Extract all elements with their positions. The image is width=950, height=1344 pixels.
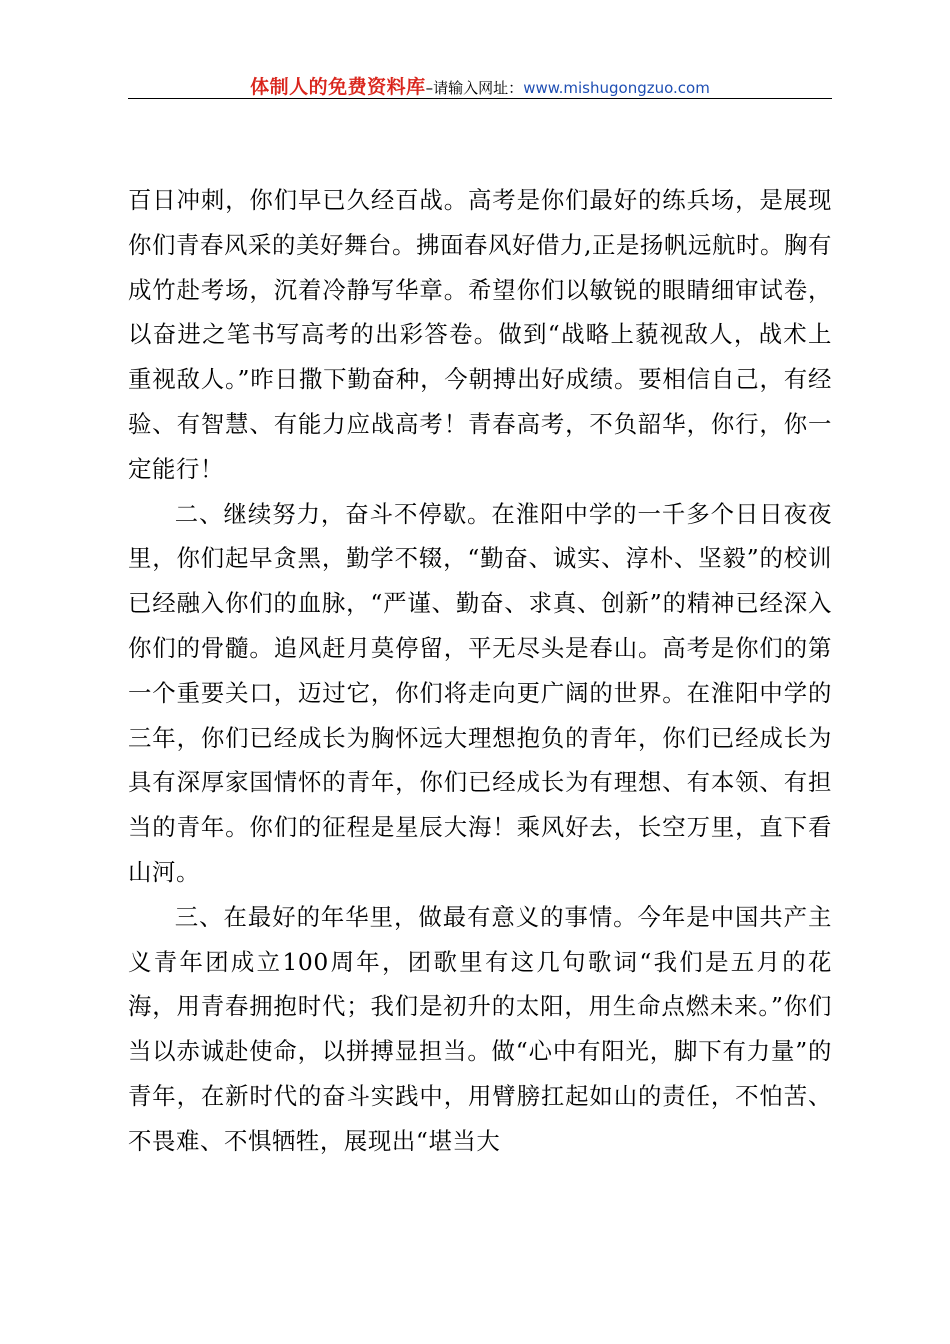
- header-url-prompt: –请输入网址：: [425, 79, 524, 97]
- header-divider: [128, 98, 832, 99]
- paragraph-continued: 百日冲刺，你们早已久经百战。高考是你们最好的练兵场，是展现你们青春风采的美好舞台。拂面春风好借力,正是扬帆远航时。胸有成竹赴考场，沉着冷静写华章。希望你们以敏锐的眼睛细审试卷，以奋进之笔书写高考的出彩答卷。做到“战略上藐视敌人，战术上重视敌人。”昨日撒下勤奋种，今朝搏出好成绩。要相信自己，有经验、有智慧、有能力应战高考！青春高考，不负韶华，你行，你一定能行！: [128, 186, 832, 483]
- header-brand: 体制人的免费资料库: [250, 76, 426, 98]
- page-header: [128, 72, 832, 98]
- document-body: [128, 178, 832, 1164]
- paragraph-section-three: 三、在最好的年华里，做最有意义的事情。今年是中国共产主义青年团成立100周年，团歌里有这几句歌词“我们是五月的花海，用青春拥抱时代；我们是初升的太阳，用生命点燃未来。”你们当以赤诚赴使命，以拼搏显担当。做“心中有阳光，脚下有力量”的青年，在新时代的奋斗实践中，用臂膀扛起如山的责任，不怕苦、不畏难、不惧牺牲，展现出“堪当大: [128, 902, 832, 1155]
- header-website-link[interactable]: www.mishugongzuo.com: [523, 79, 710, 97]
- paragraph-section-two: 二、继续努力，奋斗不停歇。在淮阳中学的一千多个日日夜夜里，你们起早贪黑，勤学不辍，“勤奋、诚实、淳朴、坚毅”的校训已经融入你们的血脉，“严谨、勤奋、求真、创新”的精神已经深入你们的骨髓。追风赶月莫停留，平无尽头是春山。高考是你们的第一个重要关口，迈过它，你们将走向更广阔的世界。在淮阳中学的三年，你们已经成长为胸怀远大理想抱负的青年，你们已经成长为具有深厚家国情怀的青年，你们已经成长为有理想、有本领、有担当的青年。你们的征程是星辰大海！乘风好去，长空万里，直下看山河。: [128, 499, 832, 886]
